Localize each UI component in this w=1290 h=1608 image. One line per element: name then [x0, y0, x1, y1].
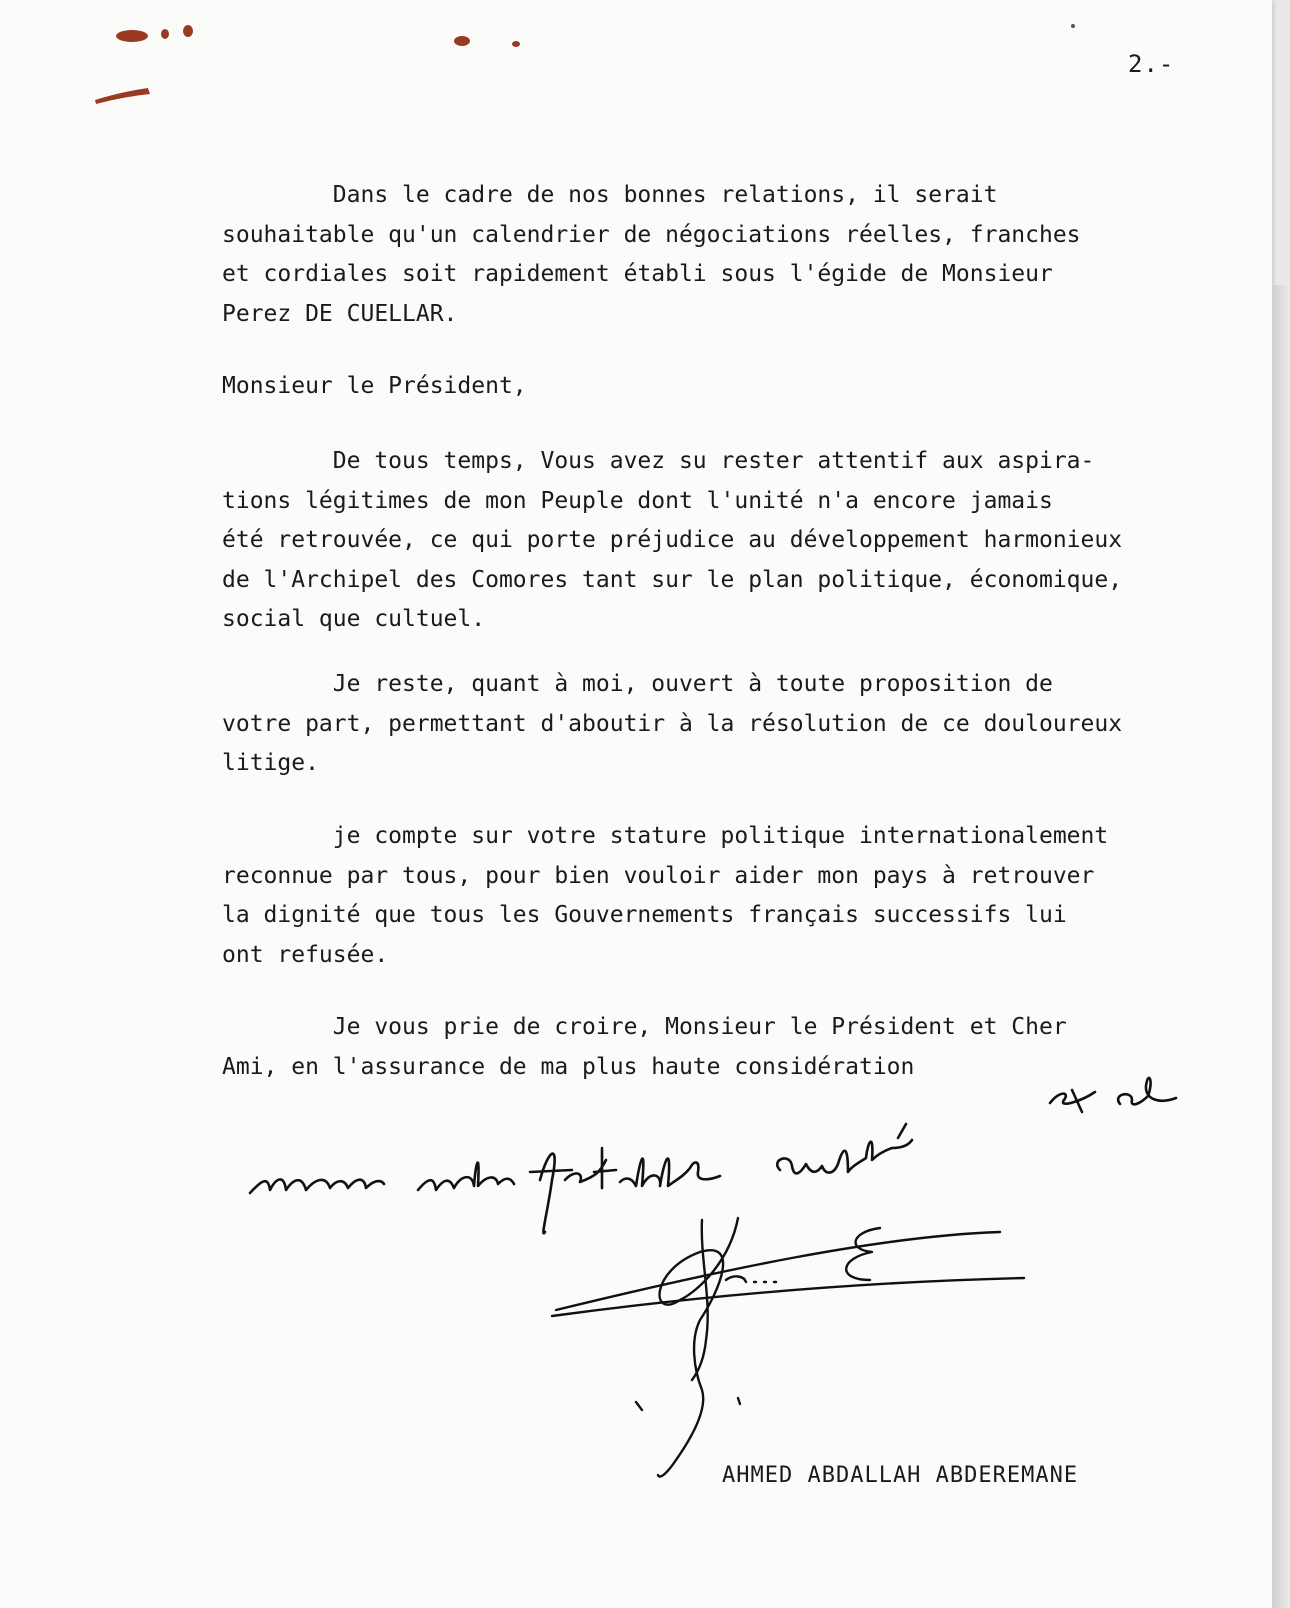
paragraph-stature: je compte sur votre stature politique internationalement reconnue par tous, pour bien vouloir aider mon pays à retrouver la dignité que tous les Gouvernements français successifs lui ont refusée.	[222, 823, 1109, 968]
paragraph-closing: Je vous prie de croire, Monsieur le Président et Cher Ami, en l'assurance de ma plus haute considération	[222, 1014, 1067, 1080]
salutation: Monsieur le Président,	[222, 373, 527, 399]
page-edge-shadow	[1272, 285, 1290, 1608]
paragraph-relations: Dans le cadre de nos bonnes relations, il serait souhaitable qu'un calendrier de négociations réelles, franches et cordiales soit rapidement établi sous l'égide de Monsieur Perez DE CUELLAR.	[222, 182, 1081, 327]
signatory-name: AHMED ABDALLAH ABDEREMANE	[722, 1463, 1079, 1488]
paragraph-proposition: Je reste, quant à moi, ouvert à toute proposition de votre part, permettant d'aboutir à la résolution de ce douloureux litige.	[222, 671, 1123, 776]
paragraph-aspirations: De tous temps, Vous avez su rester attentif aux aspira- tions légitimes de mon Peuple dont l'unité n'a encore jamais été retrouvée, ce qui porte préjudice au développement harmonieux de l'Archipel des Comores tant sur le plan politique, économique, social que cultuel.	[222, 448, 1123, 632]
page-number: 2.-	[1128, 50, 1175, 78]
